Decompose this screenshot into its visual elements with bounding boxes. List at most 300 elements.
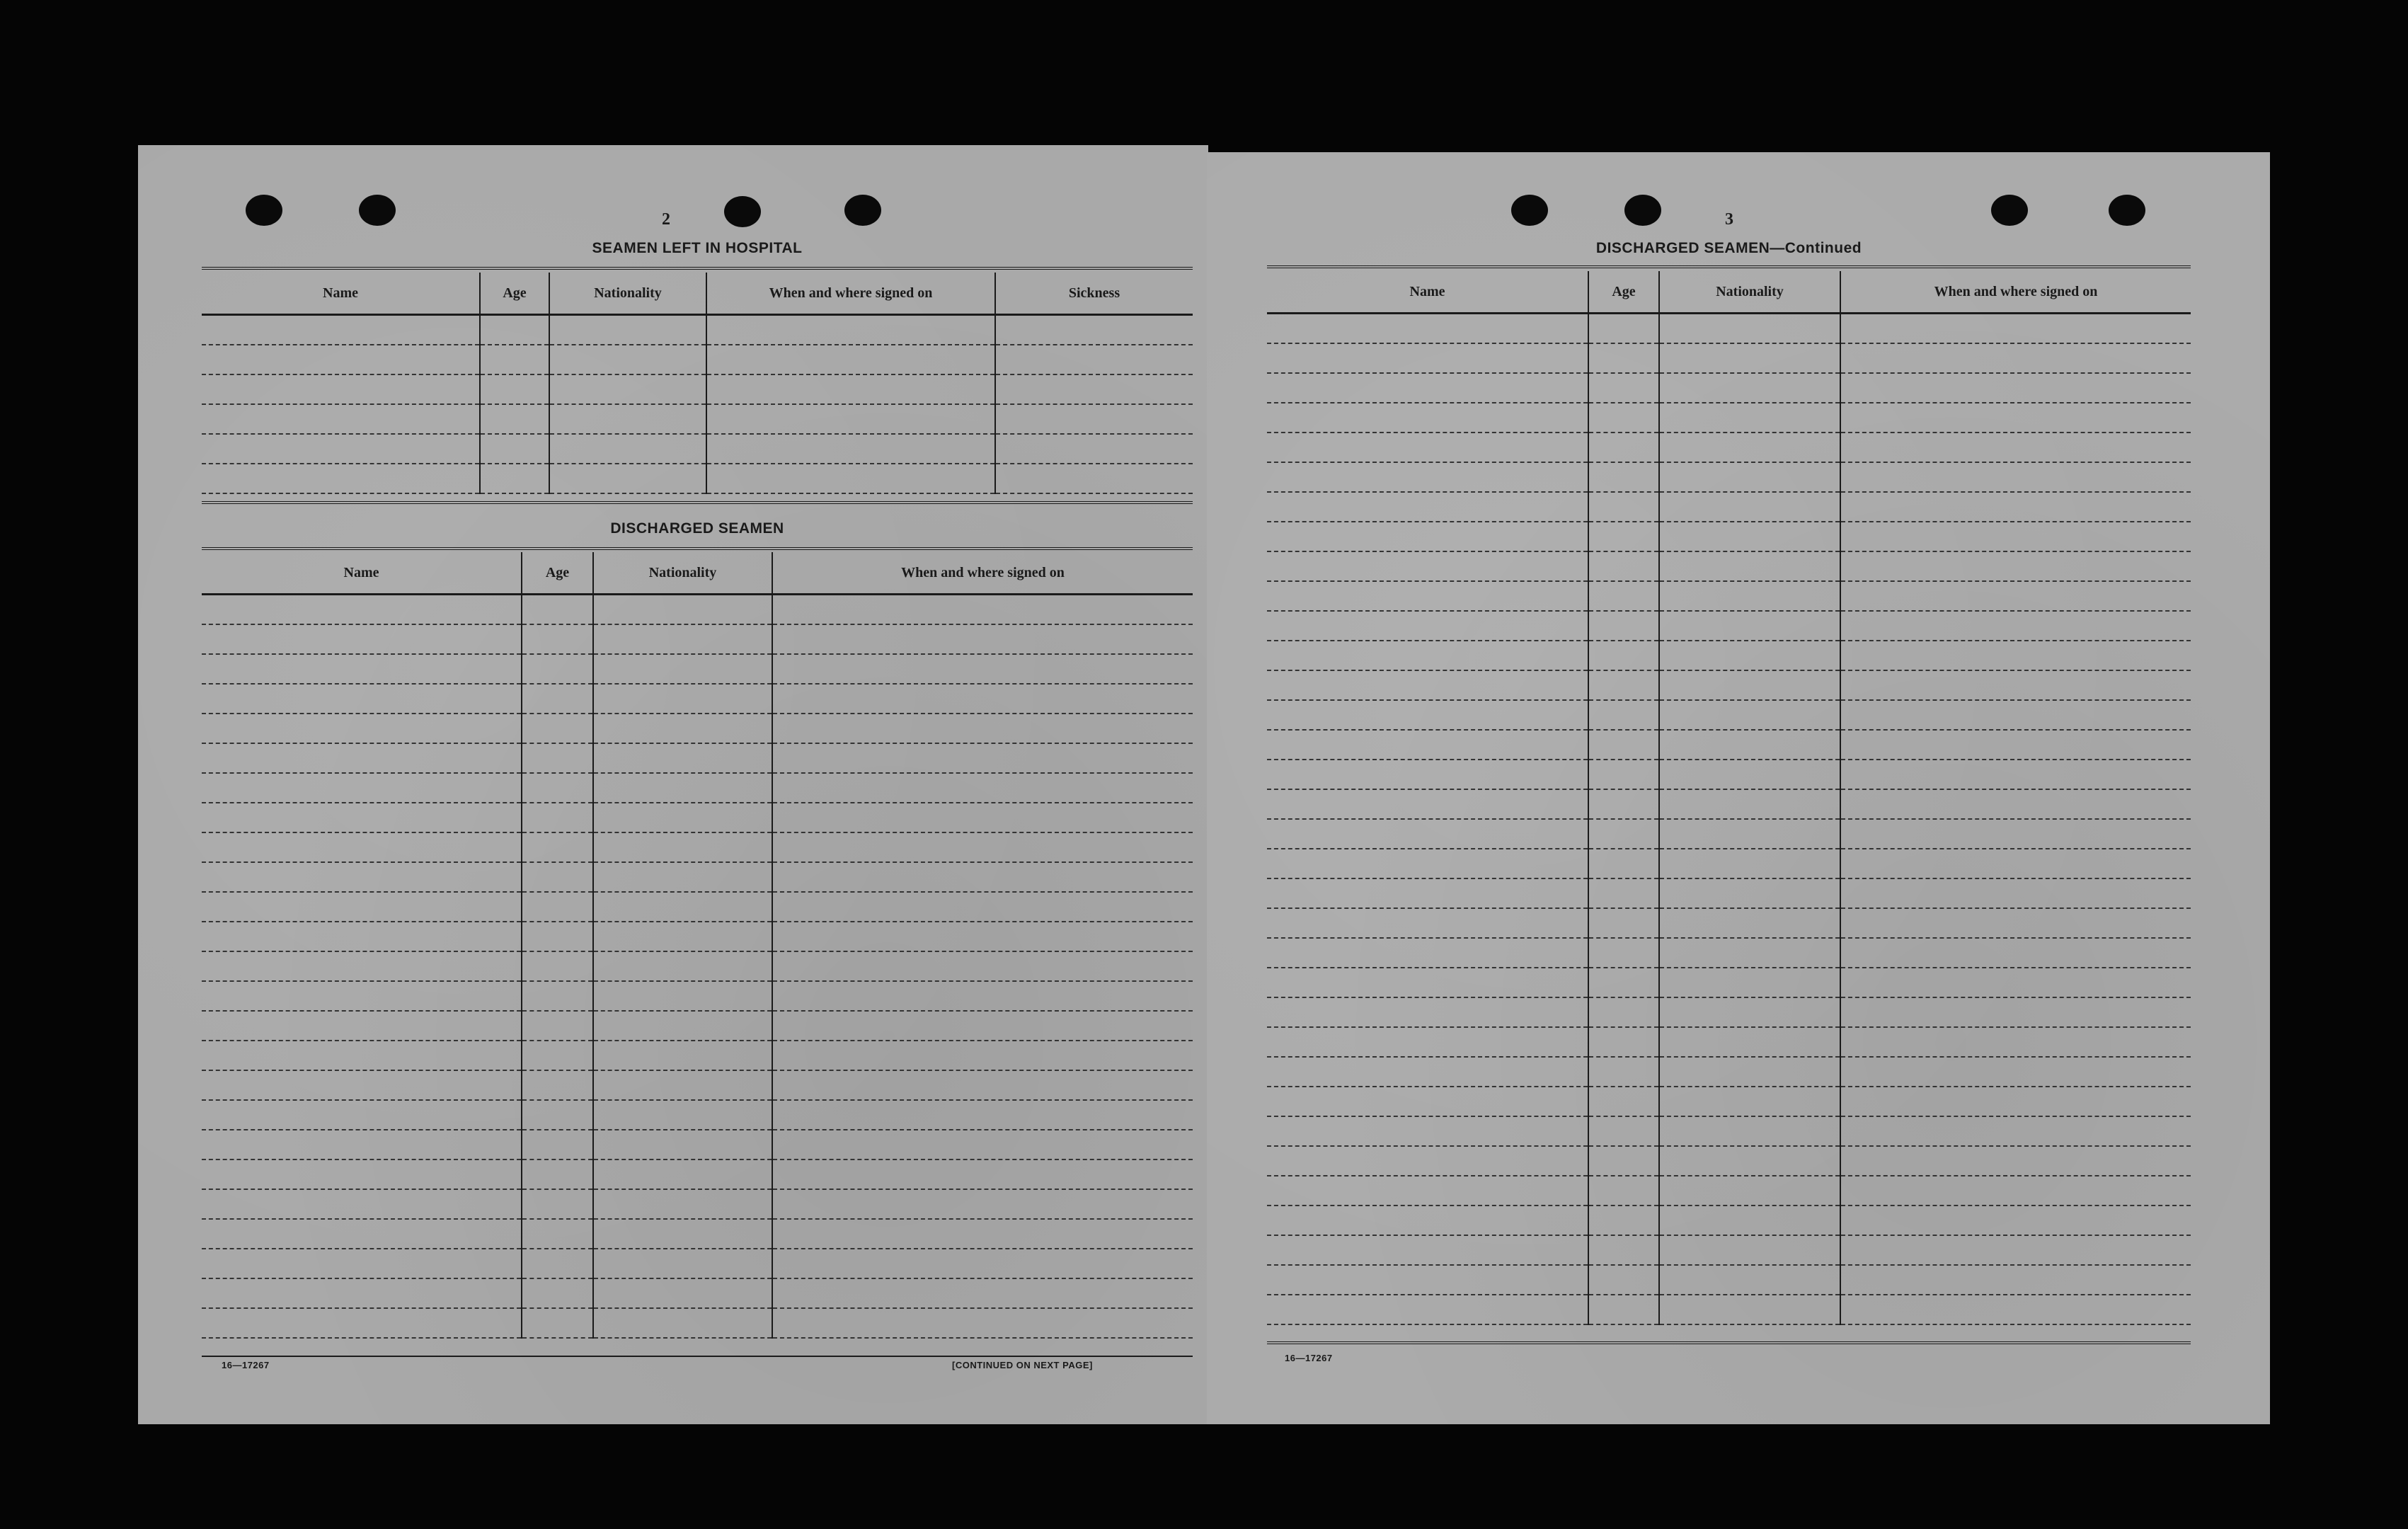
entry-cell[interactable]: [1840, 581, 2191, 611]
entry-cell[interactable]: [593, 773, 772, 803]
entry-cell[interactable]: [1840, 433, 2191, 462]
entry-cell[interactable]: [202, 1308, 522, 1338]
entry-cell[interactable]: [772, 654, 1193, 684]
entry-cell[interactable]: [522, 773, 593, 803]
table-row: [1267, 968, 2191, 997]
entry-cell[interactable]: [1588, 789, 1659, 819]
entry-cell[interactable]: [1659, 1087, 1840, 1116]
entry-cell[interactable]: [549, 345, 706, 374]
entry-cell[interactable]: [1840, 314, 2191, 344]
table-row: [202, 1100, 1193, 1130]
entry-cell[interactable]: [522, 922, 593, 951]
entry-cell[interactable]: [202, 1070, 522, 1100]
table-row: [1267, 938, 2191, 968]
entry-cell[interactable]: [480, 315, 549, 345]
hospital-table: [202, 273, 1193, 494]
entry-cell[interactable]: [1588, 314, 1659, 344]
table-row: [1267, 433, 2191, 462]
entry-cell[interactable]: [1659, 611, 1840, 641]
entry-cell[interactable]: [1267, 1087, 1588, 1116]
entry-cell[interactable]: [772, 951, 1193, 981]
entry-cell[interactable]: [1267, 938, 1588, 968]
entry-cell[interactable]: [202, 1130, 522, 1159]
entry-cell[interactable]: [1267, 1176, 1588, 1206]
entry-cell[interactable]: [549, 434, 706, 464]
entry-cell[interactable]: [202, 404, 480, 434]
entry-cell[interactable]: [593, 1159, 772, 1189]
entry-cell[interactable]: [1267, 730, 1588, 760]
entry-cell[interactable]: [1659, 849, 1840, 878]
entry-cell[interactable]: [1588, 551, 1659, 581]
entry-cell[interactable]: [1588, 1265, 1659, 1295]
entry-cell[interactable]: [1588, 1057, 1659, 1087]
entry-cell[interactable]: [1840, 908, 2191, 938]
entry-cell[interactable]: [1840, 551, 2191, 581]
entry-cell[interactable]: [1588, 730, 1659, 760]
entry-cell[interactable]: [522, 803, 593, 832]
entry-cell[interactable]: [772, 1189, 1193, 1219]
entry-cell[interactable]: [1840, 730, 2191, 760]
entry-cell[interactable]: [1588, 760, 1659, 789]
table-row: [1267, 849, 2191, 878]
entry-cell[interactable]: [1840, 1027, 2191, 1057]
entry-cell[interactable]: [1840, 343, 2191, 373]
table-row: [1267, 641, 2191, 670]
entry-cell[interactable]: [549, 374, 706, 404]
entry-cell[interactable]: [772, 595, 1193, 625]
entry-cell[interactable]: [522, 714, 593, 743]
entry-cell[interactable]: [593, 951, 772, 981]
entry-cell[interactable]: [522, 1011, 593, 1041]
entry-cell[interactable]: [1588, 1235, 1659, 1265]
entry-cell[interactable]: [593, 1130, 772, 1159]
entry-cell[interactable]: [593, 862, 772, 892]
entry-cell[interactable]: [1588, 997, 1659, 1027]
entry-cell[interactable]: [1267, 1057, 1588, 1087]
entry-cell[interactable]: [1267, 789, 1588, 819]
entry-cell[interactable]: [1267, 760, 1588, 789]
entry-cell[interactable]: [1267, 581, 1588, 611]
entry-cell[interactable]: [1659, 1295, 1840, 1324]
entry-cell[interactable]: [772, 1249, 1193, 1278]
entry-cell[interactable]: [522, 1041, 593, 1070]
entry-cell[interactable]: [1659, 314, 1840, 344]
entry-cell[interactable]: [1267, 492, 1588, 522]
entry-cell[interactable]: [1659, 433, 1840, 462]
entry-cell[interactable]: [1659, 373, 1840, 403]
entry-cell[interactable]: [1840, 700, 2191, 730]
entry-cell[interactable]: [522, 892, 593, 922]
entry-cell[interactable]: [1588, 611, 1659, 641]
entry-cell[interactable]: [593, 1219, 772, 1249]
entry-cell[interactable]: [1840, 492, 2191, 522]
entry-cell[interactable]: [593, 684, 772, 714]
entry-cell[interactable]: [593, 714, 772, 743]
column-header: When and where signed on: [706, 273, 995, 315]
entry-cell[interactable]: [772, 1278, 1193, 1308]
entry-cell[interactable]: [1659, 1235, 1840, 1265]
entry-cell[interactable]: [1840, 760, 2191, 789]
entry-cell[interactable]: [593, 624, 772, 654]
entry-cell[interactable]: [202, 922, 522, 951]
entry-cell[interactable]: [1267, 1235, 1588, 1265]
entry-cell[interactable]: [593, 892, 772, 922]
entry-cell[interactable]: [549, 464, 706, 493]
entry-cell[interactable]: [995, 315, 1193, 345]
entry-cell[interactable]: [202, 803, 522, 832]
entry-cell[interactable]: [1659, 462, 1840, 492]
entry-cell[interactable]: [772, 981, 1193, 1011]
entry-cell[interactable]: [202, 345, 480, 374]
entry-cell[interactable]: [1840, 1146, 2191, 1176]
entry-cell[interactable]: [1267, 433, 1588, 462]
entry-cell[interactable]: [1659, 522, 1840, 551]
entry-cell[interactable]: [1588, 968, 1659, 997]
entry-cell[interactable]: [772, 1159, 1193, 1189]
entry-cell[interactable]: [1659, 1057, 1840, 1087]
entry-cell[interactable]: [202, 1041, 522, 1070]
table-row: [1267, 1027, 2191, 1057]
entry-cell[interactable]: [772, 1011, 1193, 1041]
entry-cell[interactable]: [1267, 1027, 1588, 1057]
entry-cell[interactable]: [1267, 522, 1588, 551]
entry-cell[interactable]: [772, 1219, 1193, 1249]
table-row: [1267, 908, 2191, 938]
entry-cell[interactable]: [1588, 1027, 1659, 1057]
entry-cell[interactable]: [480, 374, 549, 404]
entry-cell[interactable]: [202, 654, 522, 684]
entry-cell[interactable]: [480, 434, 549, 464]
entry-cell[interactable]: [522, 1070, 593, 1100]
entry-cell[interactable]: [772, 1041, 1193, 1070]
entry-cell[interactable]: [772, 803, 1193, 832]
table-row: [202, 434, 1193, 464]
entry-cell[interactable]: [1588, 878, 1659, 908]
entry-cell[interactable]: [522, 832, 593, 862]
entry-cell[interactable]: [549, 315, 706, 345]
entry-cell[interactable]: [202, 624, 522, 654]
entry-cell[interactable]: [202, 1249, 522, 1278]
entry-cell[interactable]: [522, 1130, 593, 1159]
punch-hole: [1511, 195, 1548, 226]
entry-cell[interactable]: [202, 832, 522, 862]
entry-cell[interactable]: [202, 1219, 522, 1249]
entry-cell[interactable]: [995, 434, 1193, 464]
entry-cell[interactable]: [202, 981, 522, 1011]
entry-cell[interactable]: [1267, 1146, 1588, 1176]
entry-cell[interactable]: [1840, 611, 2191, 641]
discharged-continued-table: [1267, 271, 2191, 1325]
entry-cell[interactable]: [1659, 819, 1840, 849]
entry-cell[interactable]: [1588, 1176, 1659, 1206]
entry-cell[interactable]: [593, 1070, 772, 1100]
entry-cell[interactable]: [1588, 1116, 1659, 1146]
entry-cell[interactable]: [706, 374, 995, 404]
entry-cell[interactable]: [1267, 908, 1588, 938]
entry-cell[interactable]: [706, 464, 995, 493]
entry-cell[interactable]: [593, 1189, 772, 1219]
punch-hole: [246, 195, 282, 226]
entry-cell[interactable]: [1267, 1265, 1588, 1295]
entry-cell[interactable]: [1588, 641, 1659, 670]
entry-cell[interactable]: [522, 981, 593, 1011]
entry-cell[interactable]: [1840, 1116, 2191, 1146]
entry-cell[interactable]: [202, 1278, 522, 1308]
entry-cell[interactable]: [1659, 1116, 1840, 1146]
entry-cell[interactable]: [1267, 700, 1588, 730]
entry-cell[interactable]: [522, 1189, 593, 1219]
entry-cell[interactable]: [1840, 789, 2191, 819]
entry-cell[interactable]: [202, 684, 522, 714]
entry-cell[interactable]: [202, 1011, 522, 1041]
entry-cell[interactable]: [772, 1130, 1193, 1159]
entry-cell[interactable]: [1588, 1206, 1659, 1235]
entry-cell[interactable]: [1588, 522, 1659, 551]
entry-cell[interactable]: [593, 1100, 772, 1130]
entry-cell[interactable]: [593, 595, 772, 625]
entry-cell[interactable]: [593, 832, 772, 862]
entry-cell[interactable]: [1588, 1087, 1659, 1116]
entry-cell[interactable]: [1659, 1176, 1840, 1206]
entry-cell[interactable]: [1840, 1087, 2191, 1116]
entry-cell[interactable]: [593, 743, 772, 773]
entry-cell[interactable]: [522, 951, 593, 981]
entry-cell[interactable]: [522, 862, 593, 892]
entry-cell[interactable]: [1659, 908, 1840, 938]
entry-cell[interactable]: [1840, 1295, 2191, 1324]
entry-cell[interactable]: [1840, 670, 2191, 700]
entry-cell[interactable]: [1588, 433, 1659, 462]
entry-cell[interactable]: [522, 743, 593, 773]
entry-cell[interactable]: [706, 434, 995, 464]
entry-cell[interactable]: [1840, 1265, 2191, 1295]
table-row: [1267, 581, 2191, 611]
entry-cell[interactable]: [1840, 522, 2191, 551]
entry-cell[interactable]: [1267, 641, 1588, 670]
entry-cell[interactable]: [202, 315, 480, 345]
entry-cell[interactable]: [1588, 819, 1659, 849]
entry-cell[interactable]: [1659, 1206, 1840, 1235]
entry-cell[interactable]: [522, 684, 593, 714]
entry-cell[interactable]: [1267, 1116, 1588, 1146]
entry-cell[interactable]: [1588, 373, 1659, 403]
entry-cell[interactable]: [1588, 938, 1659, 968]
entry-cell[interactable]: [1267, 551, 1588, 581]
entry-cell[interactable]: [522, 1219, 593, 1249]
entry-cell[interactable]: [480, 404, 549, 434]
discharged-continued-title: [1267, 240, 2191, 257]
entry-cell[interactable]: [1267, 403, 1588, 433]
entry-cell[interactable]: [202, 1100, 522, 1130]
entry-cell[interactable]: [1659, 938, 1840, 968]
entry-cell[interactable]: [522, 624, 593, 654]
entry-cell[interactable]: [1588, 908, 1659, 938]
table-row: [1267, 730, 2191, 760]
entry-cell[interactable]: [1267, 462, 1588, 492]
entry-cell[interactable]: [1840, 641, 2191, 670]
entry-cell[interactable]: [549, 404, 706, 434]
entry-cell[interactable]: [1267, 997, 1588, 1027]
entry-cell[interactable]: [202, 374, 480, 404]
entry-cell[interactable]: [995, 464, 1193, 493]
entry-cell[interactable]: [1267, 373, 1588, 403]
entry-cell[interactable]: [1659, 343, 1840, 373]
entry-cell[interactable]: [772, 624, 1193, 654]
entry-cell[interactable]: [1840, 1057, 2191, 1087]
table-row: [1267, 789, 2191, 819]
entry-cell[interactable]: [1659, 997, 1840, 1027]
entry-cell[interactable]: [593, 1011, 772, 1041]
entry-cell[interactable]: [1588, 1295, 1659, 1324]
entry-cell[interactable]: [1840, 878, 2191, 908]
entry-cell[interactable]: [1659, 403, 1840, 433]
table-row: [1267, 611, 2191, 641]
entry-cell[interactable]: [1588, 581, 1659, 611]
entry-cell[interactable]: [593, 1041, 772, 1070]
entry-cell[interactable]: [1659, 670, 1840, 700]
entry-cell[interactable]: [772, 684, 1193, 714]
entry-cell[interactable]: [772, 1308, 1193, 1338]
table-row: [1267, 551, 2191, 581]
entry-cell[interactable]: [202, 951, 522, 981]
entry-cell[interactable]: [593, 1308, 772, 1338]
entry-cell[interactable]: [772, 773, 1193, 803]
entry-cell[interactable]: [1267, 343, 1588, 373]
column-header: Name: [202, 552, 522, 595]
entry-cell[interactable]: [1659, 581, 1840, 611]
entry-cell[interactable]: [772, 714, 1193, 743]
entry-cell[interactable]: [1588, 1146, 1659, 1176]
entry-cell[interactable]: [1267, 670, 1588, 700]
entry-cell[interactable]: [522, 1308, 593, 1338]
entry-cell[interactable]: [202, 892, 522, 922]
entry-cell[interactable]: [522, 1159, 593, 1189]
entry-cell[interactable]: [202, 595, 522, 625]
entry-cell[interactable]: [1588, 492, 1659, 522]
entry-cell[interactable]: [1659, 1265, 1840, 1295]
entry-cell[interactable]: [1267, 819, 1588, 849]
entry-cell[interactable]: [772, 862, 1193, 892]
table-row: [202, 404, 1193, 434]
entry-cell[interactable]: [202, 434, 480, 464]
title-continued: —Continued: [1770, 240, 1862, 256]
entry-cell[interactable]: [1659, 700, 1840, 730]
entry-cell[interactable]: [202, 1189, 522, 1219]
entry-cell[interactable]: [522, 654, 593, 684]
entry-cell[interactable]: [1840, 373, 2191, 403]
entry-cell[interactable]: [1267, 1206, 1588, 1235]
entry-cell[interactable]: [1840, 403, 2191, 433]
entry-cell[interactable]: [1840, 1235, 2191, 1265]
entry-cell[interactable]: [1588, 403, 1659, 433]
entry-cell[interactable]: [1267, 314, 1588, 344]
entry-cell[interactable]: [202, 862, 522, 892]
entry-cell[interactable]: [1588, 700, 1659, 730]
entry-cell[interactable]: [480, 345, 549, 374]
entry-cell[interactable]: [1659, 760, 1840, 789]
entry-cell[interactable]: [593, 1249, 772, 1278]
entry-cell[interactable]: [1267, 611, 1588, 641]
entry-cell[interactable]: [202, 464, 480, 493]
entry-cell[interactable]: [593, 1278, 772, 1308]
entry-cell[interactable]: [1840, 849, 2191, 878]
entry-cell[interactable]: [1659, 1146, 1840, 1176]
entry-cell[interactable]: [772, 892, 1193, 922]
entry-cell[interactable]: [706, 345, 995, 374]
entry-cell[interactable]: [1840, 819, 2191, 849]
table-row: [202, 803, 1193, 832]
entry-cell[interactable]: [706, 404, 995, 434]
table-row: [1267, 1295, 2191, 1324]
entry-cell[interactable]: [1840, 462, 2191, 492]
punch-hole: [844, 195, 881, 226]
entry-cell[interactable]: [1659, 878, 1840, 908]
entry-cell[interactable]: [202, 714, 522, 743]
entry-cell[interactable]: [1588, 462, 1659, 492]
table-row: [1267, 1116, 2191, 1146]
table-row: [202, 464, 1193, 493]
entry-cell[interactable]: [1267, 968, 1588, 997]
table-row: [202, 1130, 1193, 1159]
entry-cell[interactable]: [1659, 789, 1840, 819]
entry-cell[interactable]: [593, 803, 772, 832]
entry-cell[interactable]: [522, 1100, 593, 1130]
entry-cell[interactable]: [1659, 492, 1840, 522]
entry-cell[interactable]: [593, 654, 772, 684]
entry-cell[interactable]: [1840, 968, 2191, 997]
entry-cell[interactable]: [995, 345, 1193, 374]
entry-cell[interactable]: [772, 832, 1193, 862]
table-row: [1267, 1176, 2191, 1206]
entry-cell[interactable]: [772, 1070, 1193, 1100]
entry-cell[interactable]: [522, 1249, 593, 1278]
entry-cell[interactable]: [522, 595, 593, 625]
entry-cell[interactable]: [1267, 1295, 1588, 1324]
column-header: Age: [1588, 271, 1659, 314]
entry-cell[interactable]: [1659, 1027, 1840, 1057]
entry-cell[interactable]: [593, 922, 772, 951]
entry-cell[interactable]: [1659, 551, 1840, 581]
entry-cell[interactable]: [1659, 641, 1840, 670]
entry-cell[interactable]: [522, 1278, 593, 1308]
entry-cell[interactable]: [1840, 938, 2191, 968]
entry-cell[interactable]: [593, 981, 772, 1011]
entry-cell[interactable]: [1267, 849, 1588, 878]
entry-cell[interactable]: [995, 404, 1193, 434]
entry-cell[interactable]: [772, 1100, 1193, 1130]
table-row: [1267, 700, 2191, 730]
entry-cell[interactable]: [772, 743, 1193, 773]
entry-cell[interactable]: [772, 922, 1193, 951]
entry-cell[interactable]: [202, 773, 522, 803]
entry-cell[interactable]: [706, 315, 995, 345]
table-row: [1267, 492, 2191, 522]
table-row: [1267, 373, 2191, 403]
entry-cell[interactable]: [1840, 997, 2191, 1027]
entry-cell[interactable]: [1659, 730, 1840, 760]
entry-cell[interactable]: [202, 1159, 522, 1189]
entry-cell[interactable]: [1659, 968, 1840, 997]
entry-cell[interactable]: [202, 743, 522, 773]
entry-cell[interactable]: [480, 464, 549, 493]
entry-cell[interactable]: [1267, 878, 1588, 908]
entry-cell[interactable]: [1840, 1176, 2191, 1206]
entry-cell[interactable]: [995, 374, 1193, 404]
entry-cell[interactable]: [1588, 343, 1659, 373]
entry-cell[interactable]: [1840, 1206, 2191, 1235]
entry-cell[interactable]: [1588, 670, 1659, 700]
entry-cell[interactable]: [1588, 849, 1659, 878]
